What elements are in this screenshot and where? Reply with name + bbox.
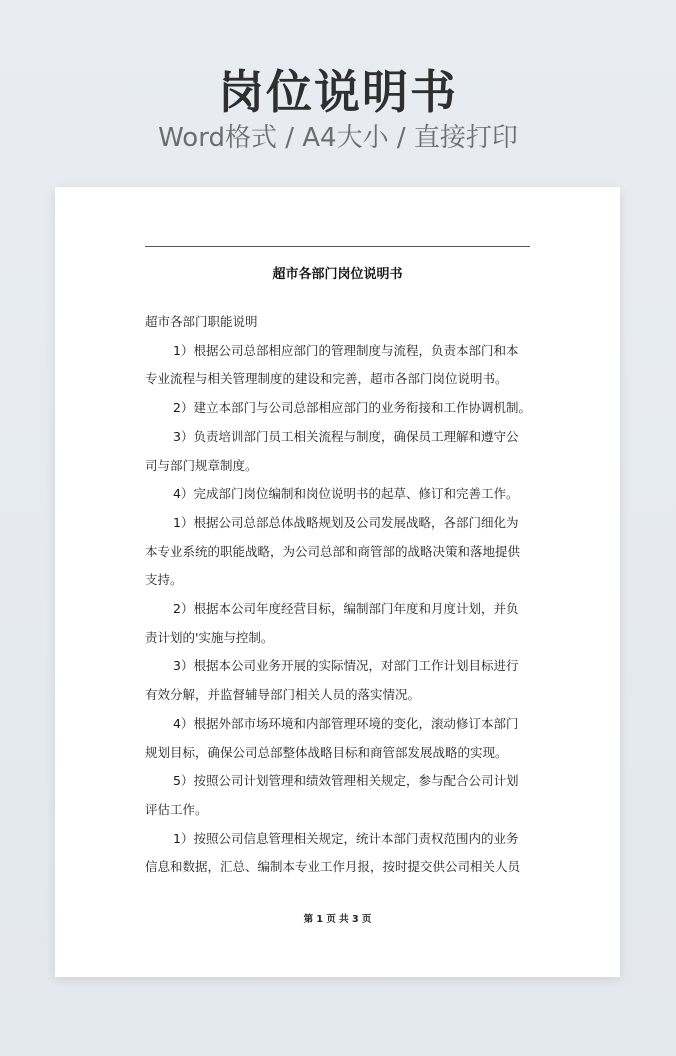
paragraph-line: 本专业系统的职能战略，为公司总部和商管部的战略决策和落地提供 bbox=[145, 543, 521, 559]
paragraph-line: 专业流程与相关管理制度的建设和完善，超市各部门岗位说明书。 bbox=[145, 371, 508, 387]
section-heading: 超市各部门职能说明 bbox=[145, 314, 258, 329]
document-title: 超市各部门岗位说明书 bbox=[272, 267, 403, 282]
paragraph-line: 有效分解，并监督辅导部门相关人员的落实情况。 bbox=[145, 687, 421, 703]
banner-title: 岗位说明书 bbox=[218, 65, 458, 119]
paragraph-line: 5）按照公司计划管理和绩效管理相关规定，参与配合公司计划 bbox=[173, 773, 519, 789]
banner-subtitle: Word格式 / A4大小 / 直接打印 bbox=[158, 123, 518, 153]
paragraph-line: 评估工作。 bbox=[145, 801, 208, 817]
paragraph-line: 1）根据公司总部相应部门的管理制度与流程，负责本部门和本 bbox=[173, 342, 519, 358]
header-rule bbox=[145, 246, 530, 247]
paragraph-line: 责计划的'实施与控制。 bbox=[145, 629, 274, 645]
paragraph-line: 规划目标，确保公司总部整体战略目标和商管部发展战略的实现。 bbox=[145, 744, 508, 760]
paragraph-line: 3）负责培训部门员工相关流程与制度，确保员工理解和遵守公 bbox=[173, 428, 519, 444]
paragraph-line: 2）根据本公司年度经营目标，编制部门年度和月度计划，并负 bbox=[173, 601, 519, 617]
paragraph-line: 支持。 bbox=[145, 572, 183, 588]
paragraph-line: 1）根据公司总部总体战略规划及公司发展战略，各部门细化为 bbox=[173, 514, 519, 530]
paragraph-line: 2）建立本部门与公司总部相应部门的业务衔接和工作协调机制。 bbox=[173, 400, 531, 416]
paragraph-line: 4）根据外部市场环境和内部管理环境的变化，滚动修订本部门 bbox=[173, 715, 519, 731]
page-number-footer: 第 1 页 共 3 页 bbox=[303, 914, 372, 925]
paragraph-line: 司与部门规章制度。 bbox=[145, 457, 258, 473]
paragraph-line: 信息和数据，汇总、编制本专业工作月报，按时提交供公司相关人员 bbox=[145, 859, 521, 875]
paragraph-line: 1）按照公司信息管理相关规定，统计本部门责权范围内的业务 bbox=[173, 830, 519, 846]
document-body bbox=[145, 308, 537, 882]
paragraph-line: 4）完成部门岗位编制和岗位说明书的起草、修订和完善工作。 bbox=[173, 486, 519, 502]
paragraph-line: 3）根据本公司业务开展的实际情况，对部门工作计划目标进行 bbox=[173, 658, 519, 674]
document-page bbox=[55, 187, 620, 977]
